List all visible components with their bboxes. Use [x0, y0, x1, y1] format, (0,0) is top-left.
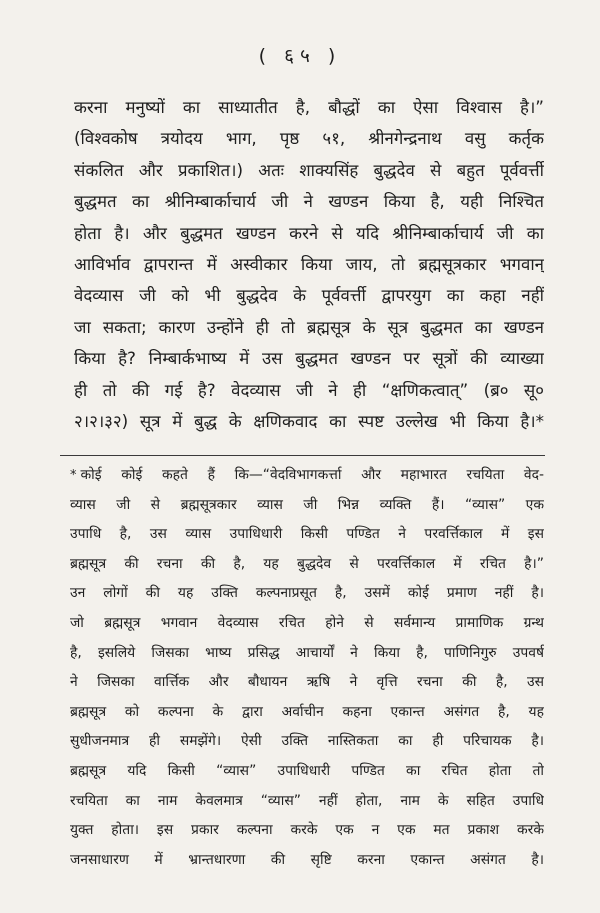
footnote-line: ब्रह्मसूत्र यदि किसी “व्यास” उपाधिधारी पण्डित का रचित होता तो: [70, 762, 544, 779]
footnote-line: [70, 461, 544, 491]
text-line: २।२।३२) सूत्र में बुद्ध के क्षणिकवाद का स्पष्ट उल्लेख भी किया है।*: [74, 410, 544, 431]
footnote: [70, 461, 544, 875]
footnote-line: ब्रह्मसूत्र की रचना की है, यह बुद्धदेव से परवर्त्तिकाल में रचित है।”: [70, 555, 544, 572]
footnote-marker: *: [70, 468, 77, 483]
footnote-line: ने जिसका वार्त्तिक और बौधायन ऋषि ने वृत्ति रचना की है, उस: [70, 674, 544, 691]
footnote-text: कोई कोई कहते हैं कि—“वेदविभागकर्त्ता और महाभारत रचयिता वेद-: [80, 467, 544, 483]
footnote-line: युक्त होता। इस प्रकार कल्पना करके एक न एक मत प्रकाश करके: [70, 822, 544, 839]
text-line: (विश्वकोष त्रयोदय भाग, पृष्ठ ५१, श्रीनगेन्द्रनाथ वसु कर्तृक: [74, 128, 544, 149]
footnote-line: जो ब्रह्मसूत्र भगवान वेदव्यास रचित होने से सर्वमान्य प्रामाणिक ग्रन्थ: [70, 614, 544, 631]
page-number: ( ६५ ): [258, 45, 342, 67]
text-line: ही तो की गई है? वेदव्यास जी ने ही “क्षणिकत्वात्” (ब्र० सू०: [74, 379, 544, 400]
footnote-line: है, इसलिये जिसका भाष्य प्रसिद्ध आचार्यों ने किया है, पाणिनिगुरु उपवर्ष: [70, 644, 544, 661]
footnote-line: जनसाधारण में भ्रान्तधारणा की सृष्टि करना एकान्त असंगत है।: [70, 851, 544, 868]
footnote-line: ब्रह्मसूत्र को कल्पना के द्वारा अर्वाचीन कहना एकान्त असंगत है, यह: [70, 703, 544, 720]
text-line: किया है? निम्बार्कभाष्य में उस बुद्धमत खण्डन पर सूत्रों की व्याख्या: [74, 348, 544, 369]
footnote-line: उपाधि है, उस व्यास उपाधिधारी किसी पण्डित ने परवर्त्तिकाल में इस: [70, 526, 544, 543]
text-line: होता है। और बुद्धमत खण्डन करने से यदि श्रीनिम्बार्काचार्य जी का: [74, 222, 544, 243]
text-line: करना मनुष्यों का साध्यातीत है, बौद्धों का ऐसा विश्वास है।”: [74, 97, 544, 117]
text-line: जा सकता; कारण उन्होंने ही तो ब्रह्मसूत्र के सूत्र बुद्धमत का खण्डन: [74, 316, 544, 337]
footnote-line: व्यास जी से ब्रह्मसूत्रकार व्यास जी भिन्न व्यक्ति हैं। “व्यास” एक: [70, 496, 544, 513]
text-line: संकलित और प्रकाशित।) अतः शाक्यसिंह बुद्धदेव से बहुत पूर्ववर्त्ती: [74, 159, 544, 180]
text-line: बुद्धमत का श्रीनिम्बार्काचार्य जी ने खण्डन किया है, यही निश्चित: [74, 191, 544, 212]
footnote-line: रचयिता का नाम केवलमात्र “व्यास” नहीं होता, नाम के सहित उपाधि: [70, 792, 544, 809]
footnote-line: उन लोगों की यह उक्ति कल्पनाप्रसूत है, उसमें कोई प्रमाण नहीं है।: [70, 585, 544, 602]
main-paragraph: [74, 92, 544, 437]
footnote-divider: [60, 455, 545, 456]
text-line: आविर्भाव द्वापरान्त में अस्वीकार किया जाय, तो ब्रह्मसूत्रकार भगवान्: [74, 253, 544, 274]
text-line: वेदव्यास जी को भी बुद्धदेव के पूर्ववर्त्ती द्वापरयुग का कहा नहीं: [74, 285, 544, 306]
footnote-line: सुधीजनमात्र ही समझेंगे। ऐसी उक्ति नास्तिकता का ही परिचायक है।: [70, 733, 544, 750]
